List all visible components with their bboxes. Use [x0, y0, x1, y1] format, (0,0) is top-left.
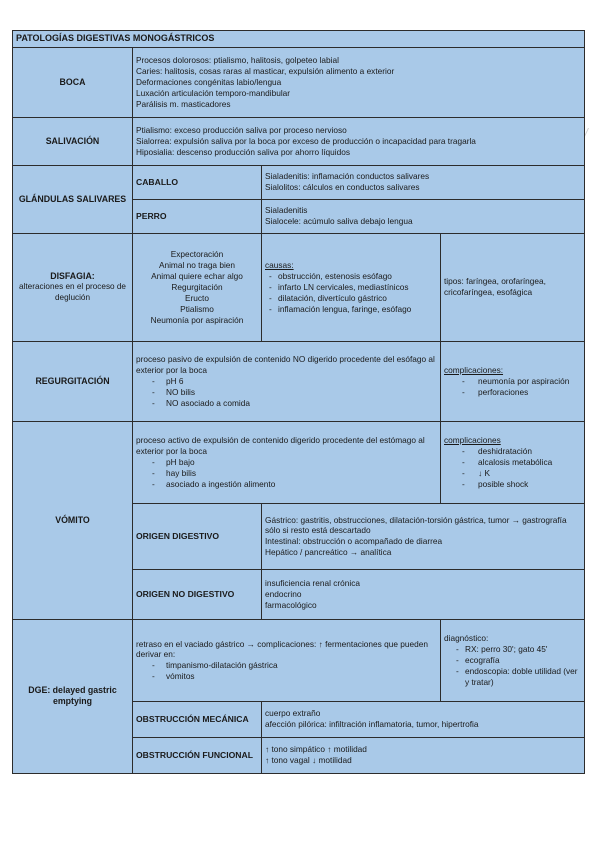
table-title: PATOLOGÍAS DIGESTIVAS MONOGÁSTRICOS [13, 31, 585, 48]
disfagia-tipos: tipos: faríngea, orofaríngea, cricofaríngea, esofágica [441, 233, 585, 341]
vomito-list [136, 457, 437, 490]
causa-item: - dilatación, divertículo gástrico [269, 293, 437, 304]
perro-line: Sialocele: acúmulo saliva debajo lengua [265, 216, 413, 227]
regurgitacion-comp-item: - perforaciones [462, 387, 581, 398]
vomito-comp-item: - alcalosis metabólica [462, 457, 581, 468]
obstruccion-mecanica-content [262, 701, 585, 737]
dge-item: - timpanismo-dilatación gástrica [152, 660, 437, 671]
dge-diagnostico [441, 619, 585, 701]
boca-line: Procesos dolorosos: ptialismo, halitosis, golpeteo labial [136, 55, 339, 66]
disfagia-sign: Animal quiere echar algo [151, 270, 243, 281]
caballo-content [262, 165, 585, 199]
label-salivacion: SALIVACIÓN [13, 117, 133, 165]
obstruccion-mecanica-line: afección pilórica: infiltración inflamatoria, tumor, hipertrofia [265, 719, 479, 730]
origen-no-digestivo-line: farmacológico [265, 599, 317, 610]
dge-item: - vómitos [152, 671, 437, 682]
obstruccion-funcional-line: ↑ tono simpático ↑ motilidad [265, 744, 367, 755]
regurgitacion-item: - pH 6 [152, 376, 437, 387]
label-regurgitacion: REGURGITACIÓN [13, 341, 133, 421]
disfagia-signs [133, 233, 262, 341]
label-obstruccion-mecanica: OBSTRUCCIÓN MECÁNICA [133, 701, 262, 737]
label-disfagia-cell [13, 233, 133, 341]
dge-diag-item: - ecografía [456, 655, 581, 666]
label-dge: DGE: delayed gastric emptying [13, 619, 133, 773]
vomito-comp-item: - ↓ K [462, 468, 581, 479]
label-perro: PERRO [133, 199, 262, 233]
label-obstruccion-funcional: OBSTRUCCIÓN FUNCIONAL [133, 737, 262, 773]
row-regurgitacion [13, 341, 585, 421]
row-vomito-desc [13, 421, 585, 503]
caballo-line: Sialadenitis: inflamación conductos salivares [265, 171, 430, 182]
row-disfagia [13, 233, 585, 341]
summary-sheet [12, 30, 584, 774]
origen-no-digestivo-line: endocrino [265, 588, 302, 599]
causa-item: - inflamación lengua, faringe, esófago [269, 304, 437, 315]
label-vomito: VÓMITO [13, 421, 133, 619]
regurgitacion-complicaciones [441, 341, 585, 421]
vomito-comp-list [444, 446, 581, 490]
origen-digestivo-line: Hepático / pancreático → analítica [265, 547, 392, 558]
origen-no-digestivo-line: insuficiencia renal crónica [265, 577, 361, 588]
caballo-line: Sialolitos: cálculos en conductos salivares [265, 182, 420, 193]
boca-line: Parálisis m. masticadores [136, 98, 231, 109]
regurgitacion-desc: proceso pasivo de expulsión de contenido NO digerido procedente del esófago al exterior por la boca [136, 354, 435, 375]
label-glandulas: GLÁNDULAS SALIVARES [13, 165, 133, 233]
salivacion-content [133, 117, 585, 165]
disfagia-sign: Expectoración [170, 249, 224, 260]
dge-diag-item: - endoscopia: doble utilidad (ver y tratar) [456, 666, 581, 688]
perro-line: Sialadenitis [265, 205, 308, 216]
disfagia-sign: Regurgitación [171, 281, 223, 292]
label-origen-digestivo: ORIGEN DIGESTIVO [133, 503, 262, 569]
vomito-complicaciones [441, 421, 585, 503]
dge-list [136, 660, 437, 682]
vomito-comp-title: complicaciones [444, 435, 501, 446]
obstruccion-funcional-content [262, 737, 585, 773]
dge-diag-list [444, 644, 581, 688]
disfagia-sign: Neumonía por aspiración [150, 314, 244, 325]
boca-line: Caries: halitosis, cosas raras al masticar, expulsión alimento a exterior [136, 65, 395, 76]
label-disfagia-sub: alteraciones en el proceso de deglución [19, 282, 126, 303]
obstruccion-mecanica-line: cuerpo extraño [265, 708, 321, 719]
origen-digestivo-line: Gástrico: gastritis, obstrucciones, dilatación-torsión gástrica, tumor → gastrografía sólo si resto está descartado [265, 514, 567, 536]
salivacion-line: Sialorrea: expulsión saliva por la boca por exceso de producción o incapacidad para tragarla [136, 135, 476, 146]
label-disfagia: DISFAGIA: [50, 270, 95, 281]
origen-digestivo-line: Intestinal: obstrucción o acompañado de diarrea [265, 536, 443, 547]
disfagia-sign: Animal no traga bien [158, 260, 236, 271]
row-glandulas-caballo [13, 165, 585, 199]
regurgitacion-item: - NO bilis [152, 387, 437, 398]
regurgitacion-list [136, 376, 437, 409]
origen-no-digestivo-content [262, 569, 585, 619]
regurgitacion-content [133, 341, 441, 421]
vomito-comp-item: - deshidratación [462, 446, 581, 457]
regurgitacion-comp-item: - neumonía por aspiración [462, 376, 581, 387]
origen-digestivo-content [262, 503, 585, 569]
dge-desc: retraso en el vaciado gástrico → complicaciones: ↑ fermentaciones que pueden derivar en: [136, 638, 428, 660]
vomito-item: - asociado a ingestión alimento [152, 479, 437, 490]
causas-title: causas: [265, 260, 294, 271]
salivacion-line: Ptialismo: exceso producción saliva por proceso nervioso [136, 124, 347, 135]
label-origen-no-digestivo: ORIGEN NO DIGESTIVO [133, 569, 262, 619]
regurgitacion-comp-list [444, 376, 581, 398]
vomito-desc: proceso activo de expulsión de contenido digerido procedente del estómago al exterior por la boca [136, 435, 425, 456]
pathology-table [12, 30, 585, 774]
label-caballo: CABALLO [133, 165, 262, 199]
dge-diag-item: - RX: perro 30'; gato 45' [456, 644, 581, 655]
vomito-content [133, 421, 441, 503]
vomito-comp-item: - posible shock [462, 479, 581, 490]
boca-line: Luxación articulación temporo-mandibular [136, 87, 291, 98]
vomito-item: - pH bajo [152, 457, 437, 468]
regurgitacion-comp-title: complicaciones: [444, 364, 504, 375]
boca-content [133, 47, 585, 117]
dge-diag-title: diagnóstico: [444, 633, 489, 644]
row-dge-desc [13, 619, 585, 701]
causa-item: - infarto LN cervicales, mediastínicos [269, 282, 437, 293]
perro-content [262, 199, 585, 233]
row-salivacion [13, 117, 585, 165]
label-boca: BOCA [13, 47, 133, 117]
causas-list [265, 271, 437, 315]
boca-line: Deformaciones congénitas labio/lengua [136, 76, 282, 87]
obstruccion-funcional-line: ↑ tono vagal ↓ motilidad [265, 755, 352, 766]
causa-item: - obstrucción, estenosis esófago [269, 271, 437, 282]
row-boca [13, 47, 585, 117]
dge-content [133, 619, 441, 701]
vomito-item: - hay bilis [152, 468, 437, 479]
salivacion-line: Hiposialia: descenso producción saliva por ahorro líquidos [136, 146, 350, 157]
regurgitacion-item: - NO asociado a comida [152, 398, 437, 409]
disfagia-causas [262, 233, 441, 341]
disfagia-sign: Eructo [185, 292, 209, 303]
title-row [13, 31, 585, 48]
disfagia-sign: Ptialismo [180, 303, 214, 314]
